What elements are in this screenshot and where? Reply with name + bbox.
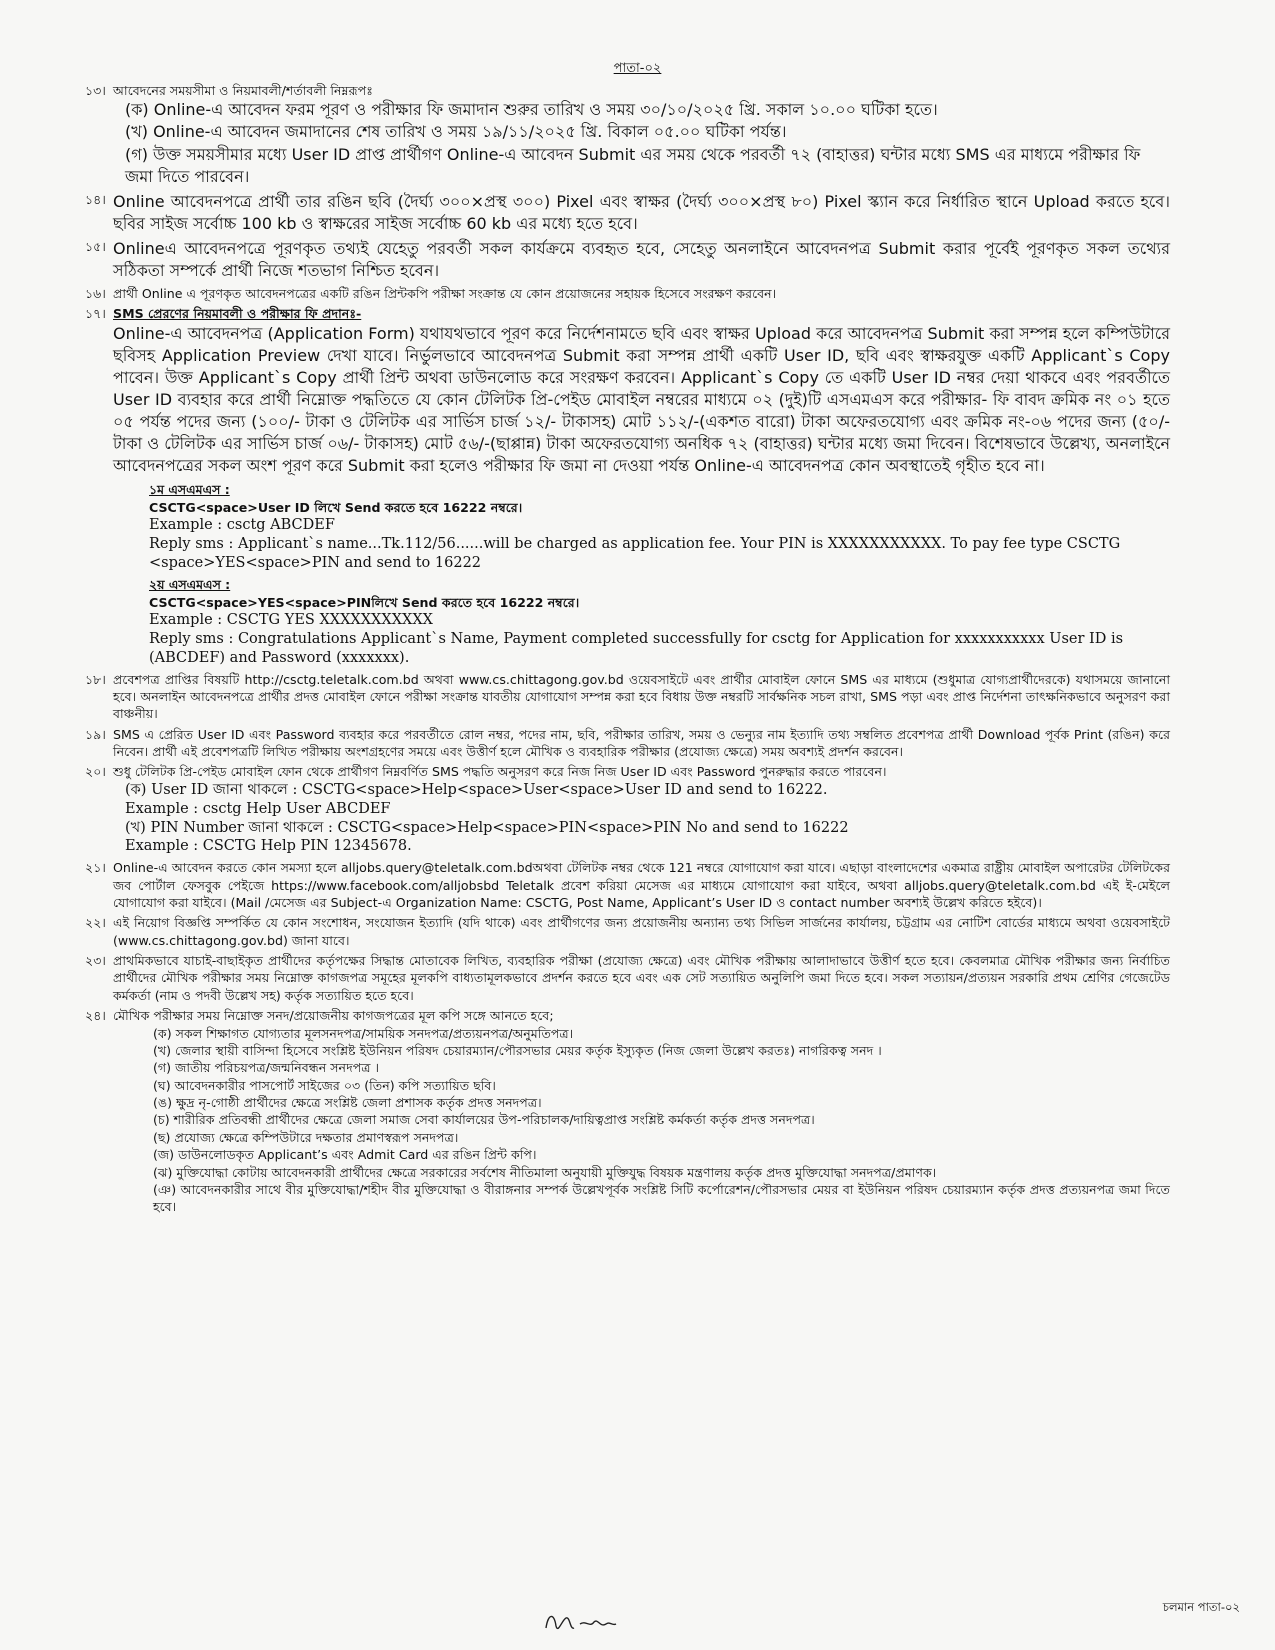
clause-17 xyxy=(85,305,1170,667)
sms-2-example: Example : CSCTG YES XXXXXXXXXXX xyxy=(149,612,433,629)
document-body xyxy=(85,82,1170,1216)
clause-text: শুধু টেলিটক প্রি-পেইড মোবাইল ফোন থেকে প্রার্থীগণ নিম্নবর্ণিত SMS পদ্ধতি অনুসরণ করে নিজ নিজ User ID এবং Password পুনরুদ্ধার করতে পারবেন। xyxy=(113,764,887,780)
clause-text: Online-এ আবেদন করতে কোন সমস্যা হলে alljobs.query@teletalk.com.bdঅথবা টেলিটক নম্বর থেকে 121 নম্বরে যোগাযোগ করা যাবে। এছাড়া বাংলাদেশের একমাত্র রাষ্ট্রীয় মোবাইল অপারেটর টেলিটকের জব পোর্টাল ফেসবুক পেইজে https://www.facebook.com/alljobsbd Teletalk প্রবেশ করিয়া মেসেজ এর মাধ্যমে যোগাযোগ করা যাইবে, অথবা alljobs.query@teletalk.com.bd এই ই-মেইলে যোগাযোগ করা যাইবে। (Mail /মেসেজ এর Subject-এ Organization Name: CSCTG, Post Name, Applicant’s User ID ও contact number অবশ্যই উল্লেখ করিতে হইবে)। xyxy=(113,860,1170,910)
clause-number: ১৮। xyxy=(85,671,106,687)
clause-13-b: (খ) Online-এ আবেদন জমাদানের শেষ তারিখ ও সময় ১৯/১১/২০২৫ খ্রি. বিকাল ০৫.০০ ঘটিকা পর্যন্ত। xyxy=(125,122,787,142)
clause-19 xyxy=(85,726,1170,761)
clause-text: প্রাথমিকভাবে যাচাই-বাছাইকৃত প্রার্থীদের কর্তৃপক্ষের সিদ্ধান্ত মোতাবেক লিখিত, ব্যবহারিক পরীক্ষা (প্রযোজ্য ক্ষেত্রে) এবং মৌখিক পরীক্ষায় আলাদাভাবে উত্তীর্ণ হতে হবে। কেবলমাত্র মৌখিক পরীক্ষার জন্য নির্বাচিত প্রার্থীদের মৌখিক পরীক্ষার সময় নিম্নোক্ত কাগজপত্র সমূহের মূলকপি বাধ্যতামূলকভাবে প্রদর্শন করতে হবে এবং এক সেট সত্যায়িত অনুলিপি জমা দিতে হবে। সকল সত্যায়ন/প্রত্যয়ন সরকারি প্রথম শ্রেণির গেজেটেড কর্মকর্তা (নাম ও পদবী উল্লেখ সহ) কর্তৃক সত্যায়িত হতে হবে। xyxy=(113,953,1170,1003)
clause-text: প্রার্থী Online এ পূরণকৃত আবেদনপত্রের একটি রঙিন প্রিন্টকপি পরীক্ষা সংক্রান্ত যে কোন প্রয়োজনের সহায়ক হিসেবে সংরক্ষণ করবেন। xyxy=(113,286,777,301)
clause-number: ২৪। xyxy=(85,1008,106,1024)
clause-number: ১৬। xyxy=(85,286,106,301)
list-item: (খ) জেলার স্থায়ী বাসিন্দা হিসেবে সংশ্লিষ্ট ইউনিয়ন পরিষদ চেয়ারম্যান/পৌরসভার মেয়র কর্তৃক ইস্যুকৃত (নিজ জেলা উল্লেখ করতঃ) নাগরিকত্ব সনদ । xyxy=(153,1042,882,1058)
clause-20-b-example: Example : CSCTG Help PIN 12345678. xyxy=(125,838,412,855)
list-item: (ঝ) মুক্তিযোদ্ধা কোটায় আবেদনকারী প্রার্থীদের ক্ষেত্রে সরকারের সর্বশেষ নীতিমালা অনুযায়ী মুক্তিযুদ্ধ বিষয়ক মন্ত্রণালয় কর্তৃক প্রদত্ত মুক্তিযোদ্ধা সনদপত্র/প্রমাণক। xyxy=(153,1164,937,1180)
clause-number: ২৩। xyxy=(85,953,106,969)
clause-number: ২২। xyxy=(85,915,106,931)
clause-13-c: (গ) উক্ত সময়সীমার মধ্যে User ID প্রাপ্ত প্রার্থীগণ Online-এ আবেদন Submit এর সময় থেকে পরবর্তী ৭২ (বাহাত্তর) ঘন্টার মধ্যে SMS এর মাধ্যমে পরীক্ষার ফি জমা দিতে পারবেন। xyxy=(125,144,1141,186)
list-item: (ছ) প্রযোজ্য ক্ষেত্রে কম্পিউটারে দক্ষতার প্রমাণস্বরূপ সনদপত্র। xyxy=(153,1129,459,1145)
clause-number: ২১। xyxy=(85,860,106,876)
clause-text: Online-এ আবেদনপত্র (Application Form) যথাযথভাবে পূরণ করে নির্দেশনামতে ছবি এবং স্বাক্ষর Upload করে আবেদনপত্র Submit করা সম্পন্ন হলে কম্পিউটারে ছবিসহ Application Preview দেখা যাবে। নির্ভুলভাবে আবেদনপত্র Submit করা সম্পন্ন প্রার্থী একটি User ID, ছবি এবং স্বাক্ষরযুক্ত একটি Applicant`s Copy পাবেন। উক্ত Applicant`s Copy প্রার্থী প্রিন্ট অথবা ডাউনলোড করে সংরক্ষণ করবেন। Applicant`s Copy তে একটি User ID নম্বর দেয়া থাকবে এবং পরবর্তীতে User ID ব্যবহার করে প্রার্থী নিম্নোক্ত পদ্ধতিতে যে কোন টেলিটক প্রি-পেইড মোবাইল নম্বরের মাধ্যমে ০২ (দুই)টি এসএমএস করে পরীক্ষার- ফি বাবদ ক্রমিক নং ০১ হতে ০৫ পর্যন্ত পদের জন্য (১০০/- টাকা ও টেলিটক এর সার্ভিস চার্জ ১২/- টাকাসহ) মোট ১১২/-(একশত বারো) টাকা অফেরতযোগ্য এবং ক্রমিক নং-০৬ পদের জন্য (৫০/- টাকা ও টেলিটক এর সার্ভিস চার্জ ০৬/- টাকাসহ) মোট ৫৬/-(ছাপ্পান্ন) টাকা অফেরতযোগ্য অনধিক ৭২ (বাহাত্তর) ঘন্টার মধ্যে জমা দিবেন। বিশেষভাবে উল্লেখ্য, অনলাইনে আবেদনপত্রের সকল অংশ পূরণ করে Submit করা হলেও পরীক্ষার ফি জমা না দেওয়া পর্যন্ত Online-এ আবেদনপত্র কোন অবস্থাতেই গৃহীত হবে না। xyxy=(113,323,1170,476)
clause-21 xyxy=(85,859,1170,911)
clause-13 xyxy=(85,82,1170,188)
clause-number: ২০। xyxy=(85,764,106,780)
clause-text: প্রবেশপত্র প্রাপ্তির বিষয়টি http://csctg.teletalk.com.bd অথবা www.cs.chittagong.gov.bd ওয়েবসাইটে এবং প্রার্থীর মোবাইল ফোনে SMS এর মাধ্যমে (শুধুমাত্র যোগ্যপ্রার্থীদেরকে) যথাসময়ে জানানো হবে। অনলাইন আবেদনপত্রে প্রার্থীর প্রদত্ত মোবাইল ফোনে পরীক্ষা সংক্রান্ত যাবতীয় যোগাযোগ সম্পন্ন করা হবে বিধায় উক্ত নম্বরটি সার্বক্ষনিক সচল রাখা, SMS পড়া এবং প্রাপ্ত নির্দেশনা তাৎক্ষনিকভাবে অনুসরণ করা বাঞ্চনীয়। xyxy=(113,671,1170,722)
list-item: (ঙ) ক্ষুদ্র নৃ-গোষ্ঠী প্রার্থীদের ক্ষেত্রে সংশ্লিষ্ট জেলা প্রশাসক কর্তৃক প্রদত্ত সনদপত্র। xyxy=(153,1095,542,1111)
clause-15 xyxy=(85,238,1170,282)
list-item: (ঘ) আবেদনকারীর পাসপোর্ট সাইজের ০৩ (তিন) কপি সত্যায়িত ছবি। xyxy=(153,1077,496,1093)
clause-20-a: (ক) User ID জানা থাকলে : CSCTG<space>Help<space>User<space>User ID and send to 16222. xyxy=(125,781,828,798)
sms-2-block xyxy=(113,576,1170,667)
clause-text: এই নিয়োগ বিজ্ঞপ্তি সম্পর্কিত যে কোন সংশোধন, সংযোজন ইত্যাদি (যদি থাকে) এবং প্রার্থীগণের জন্য প্রয়োজনীয় অন্যান্য তথ্য সিভিল সার্জনের কার্যালয়, চট্টগ্রাম এর নোটিশ বোর্ডের মাধ্যমে অথবা ওয়েবসাইটে (www.cs.chittagong.gov.bd) জানা যাবে। xyxy=(113,915,1170,948)
clause-text: Online আবেদনপত্রে প্রার্থী তার রঙিন ছবি (দৈর্ঘ্য ৩০০×প্রস্থ ৩০০) Pixel এবং স্বাক্ষর (দৈর্ঘ্য ৩০০×প্রস্থ ৮০) Pixel স্ক্যান করে নির্ধারিত স্থানে Upload করতে হবে। ছবির সাইজ সর্বোচ্চ 100 kb ও স্বাক্ষরের সাইজ সর্বোচ্চ 60 kb এর মধ্যে হতে হবে। xyxy=(113,191,1170,233)
clause-18 xyxy=(85,671,1170,723)
clause-number: ১৭। xyxy=(85,306,106,322)
list-item: (জ) ডাউনলোডকৃত Applicant’s এবং Admit Card এর রঙিন প্রিন্ট কপি। xyxy=(153,1147,537,1163)
clause-number: ১৪। xyxy=(85,191,106,207)
list-item: (চ) শারীরিক প্রতিবন্ধী প্রার্থীদের ক্ষেত্রে জেলা সমাজ সেবা কার্যালয়ের উপ-পরিচালক/দায়িত্বপ্রাপ্ত সংশ্লিষ্ট কর্মকর্তা কর্তৃক প্রদত্ত সনদপত্র। xyxy=(153,1112,815,1128)
sms-2-command: CSCTG<space>YES<space>PINলিখে Send করতে হবে 16222 নম্বরে। xyxy=(149,594,580,610)
clause-14 xyxy=(85,191,1170,235)
clause-20 xyxy=(85,763,1170,856)
clause-16 xyxy=(85,285,1170,302)
clause-24 xyxy=(85,1007,1170,1216)
clause-text: Onlineএ আবেদনপত্রে পূরণকৃত তথ্যই যেহেতু পরবর্তী সকল কার্যক্রমে ব্যবহৃত হবে, সেহেতু অনলাইনে আবেদনপত্র Submit করার পূর্বেই পূরণকৃত সকল তথ্যের সঠিকতা সম্পর্কে প্রার্থী নিজে শতভাগ নিশ্চিত হবেন। xyxy=(113,238,1170,280)
sms-1-reply: Reply sms : Applicant`s name...Tk.112/56......will be charged as application fee. Your PIN is XXXXXXXXXXX. To pay fee type CSCTG <space>YES<space>PIN and send to 16222 xyxy=(149,535,1121,571)
clause-20-b: (খ) PIN Number জানা থাকলে : CSCTG<space>Help<space>PIN<space>PIN No and send to 16222 xyxy=(125,819,849,836)
sms-1-example: Example : csctg ABCDEF xyxy=(149,516,335,533)
clause-heading: আবেদনের সময়সীমা ও নিয়মাবলী/শর্তাবলী নিম্নরূপঃ xyxy=(113,83,373,98)
clause-23 xyxy=(85,952,1170,1004)
clause-20-a-example: Example : csctg Help User ABCDEF xyxy=(125,800,391,817)
list-item: (গ) জাতীয় পরিচয়পত্র/জন্মনিবন্ধন সনদপত্র । xyxy=(153,1060,379,1076)
document-list xyxy=(113,1025,1170,1216)
clause-heading: SMS প্রেরণের নিয়মাবলী ও পরীক্ষার ফি প্রদানঃ- xyxy=(113,306,362,322)
sms-2-heading: ২য় এসএমএস : xyxy=(149,577,231,593)
clause-number: ১৯। xyxy=(85,726,106,742)
sms-1-block xyxy=(113,481,1170,572)
list-item: (ক) সকল শিক্ষাগত যোগ্যতার মূলসনদপত্র/সাময়িক সনদপত্র/প্রত্যয়নপত্র/অনুমতিপত্র। xyxy=(153,1025,574,1041)
clause-number: ১৩। xyxy=(85,83,106,98)
sms-1-heading: ১ম এসএমএস : xyxy=(149,482,230,498)
clause-text: SMS এ প্রেরিত User ID এবং Password ব্যবহার করে পরবর্তীতে রোল নম্বর, পদের নাম, ছবি, পরীক্ষার তারিখ, সময় ও ভেন্যুর নাম ইত্যাদি তথ্য সম্বলিত প্রবেশপত্র প্রার্থী Download পূর্বক Print (রঙিন) করে নিবেন। প্রার্থী এই প্রবেশপত্রটি লিখিত পরীক্ষায় অংশগ্রহণের সময়ে এবং উত্তীর্ণ হলে মৌখিক ও ব্যবহারিক পরীক্ষার (প্রযোজ্য ক্ষেত্রে) সময় অবশ্যই প্রদর্শন করবেন। xyxy=(113,726,1170,760)
sms-1-command: CSCTG<space>User ID লিখে Send করতে হবে 16222 নম্বরে। xyxy=(149,499,523,515)
clause-heading: মৌখিক পরীক্ষার সময় নিম্নোক্ত সনদ/প্রয়োজনীয় কাগজপত্রের মূল কপি সঙ্গে আনতে হবে; xyxy=(113,1008,554,1024)
signature-initials xyxy=(540,1606,620,1638)
clause-number: ১৫। xyxy=(85,238,106,254)
clause-22 xyxy=(85,914,1170,949)
clause-13-a: (ক) Online-এ আবেদন ফরম পূরণ ও পরীক্ষার ফি জমাদান শুরুর তারিখ ও সময় ৩০/১০/২০২৫ খ্রি. সকাল ১০.০০ ঘটিকা হতে। xyxy=(125,100,938,120)
continued-page-label: চলমান পাতা-০২ xyxy=(1162,1600,1240,1614)
sms-2-reply: Reply sms : Congratulations Applicant`s Name, Payment completed successfully for csctg for Application for xxxxxxxxxxx User ID is (ABCDEF) and Password (xxxxxxx). xyxy=(149,630,1124,666)
page-number: পাতা-০২ xyxy=(613,61,662,76)
list-item: (ঞ) আবেদনকারীর সাথে বীর মুক্তিযোদ্ধা/শহীদ বীর মুক্তিযোদ্ধা ও বীরাঙ্গনার সম্পর্ক উল্লেখপূর্বক সংশ্লিষ্ট সিটি কর্পোরেশন/পৌরসভার মেয়র বা ইউনিয়ন পরিষদ চেয়ারম্যান কর্তৃক প্রদত্ত প্রত্যয়নপত্র জমা দিতে হবে। xyxy=(153,1181,1170,1215)
